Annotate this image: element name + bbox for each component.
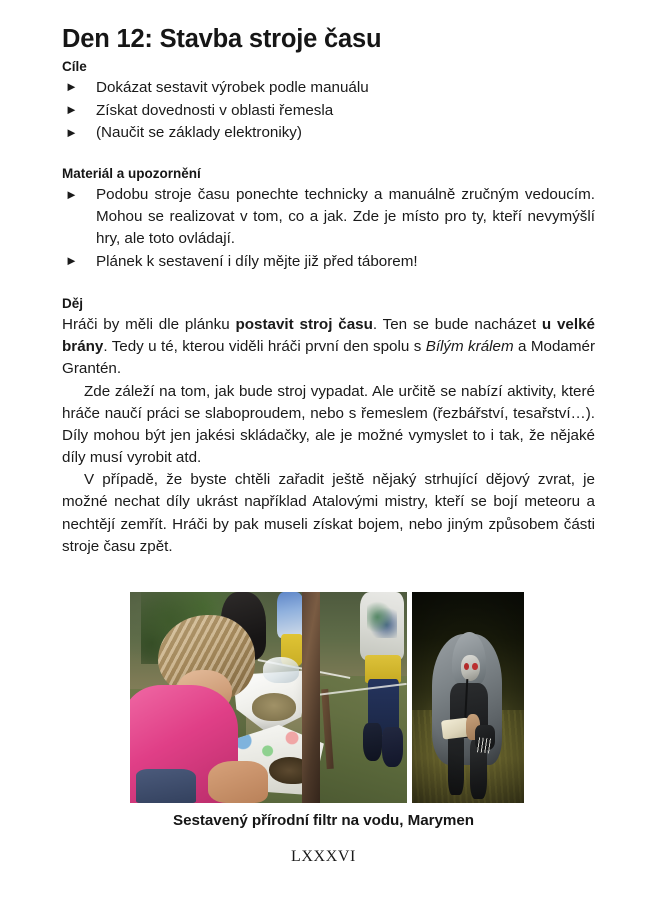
- list-item-label: Dokázat sestavit výrobek podle manuálu: [96, 78, 369, 96]
- list-item-label: Podobu stroje času ponechte technicky a manuálně zručným vedoucím. Mohou se realizovat v tom, co a jak. Zde je místo pro ty, kteří nevymýšlí hry, ale toto ovládají.: [96, 185, 595, 247]
- section-heading-materials: Materiál a upozornění: [62, 166, 201, 182]
- page-title: Den 12: Stavba stroje času: [62, 25, 382, 53]
- bullet-triangle-icon: ►: [65, 79, 78, 95]
- figure-photo-strip: [130, 592, 524, 803]
- list-item: [62, 100, 595, 122]
- list-item: [62, 251, 595, 273]
- bullet-triangle-icon: ►: [65, 253, 78, 269]
- page-content: [62, 24, 595, 558]
- list-item-label: Plánek k sestavení i díly mějte již před táborem!: [96, 252, 418, 270]
- list-item: [62, 77, 595, 99]
- section-heading-goals: Cíle: [62, 59, 87, 75]
- list-item-label: Získat dovednosti v oblasti řemesla: [96, 101, 334, 119]
- bullet-triangle-icon: ►: [65, 125, 78, 141]
- section-heading-plot: Děj: [62, 296, 84, 312]
- photo-cloaked-figure: [412, 592, 524, 803]
- list-item: [62, 184, 595, 250]
- page-number: LXXXVI: [291, 848, 356, 865]
- bullet-triangle-icon: ►: [65, 102, 78, 118]
- figure-caption: Sestavený přírodní filtr na vodu, Marymen: [173, 812, 474, 829]
- list-item-label: (Naučit se základy elektroniky): [96, 124, 302, 142]
- materials-list: [62, 184, 595, 273]
- list-item: [62, 122, 595, 144]
- plot-paragraph-1: Hráči by měli dle plánku postavit stroj času. Ten se bude nacházet u velké brány. Tedy u té, kterou viděli hráči první den spolu s Bílým králem a Modamér Grantén.: [62, 315, 596, 378]
- plot-paragraph-2: Zde záleží na tom, jak bude stroj vypadat. Ale určitě se nabízí aktivity, které hráče naučí práci se slaboproudem, nebo s řemeslem (řezbářství, tesařství…). Díly mohou být jen jakési skládačky, ale je možné vymyslet to i tak, že nějaké díly musí vyrobit atd.: [62, 382, 595, 467]
- bullet-triangle-icon: ►: [65, 186, 78, 202]
- goals-list: [62, 77, 595, 145]
- plot-paragraph-3: V případě, že byste chtěli zařadit ještě nějaký strhující dějový zvrat, je možné nechat díly ukrást například Atalovými mistry, kteří se bojí meteoru a nechtějí zemřít. Hráči by pak museli získat bojem, nebo jiným způsobem části stroje času zpět.: [62, 471, 595, 555]
- photo-water-filter: [130, 592, 407, 803]
